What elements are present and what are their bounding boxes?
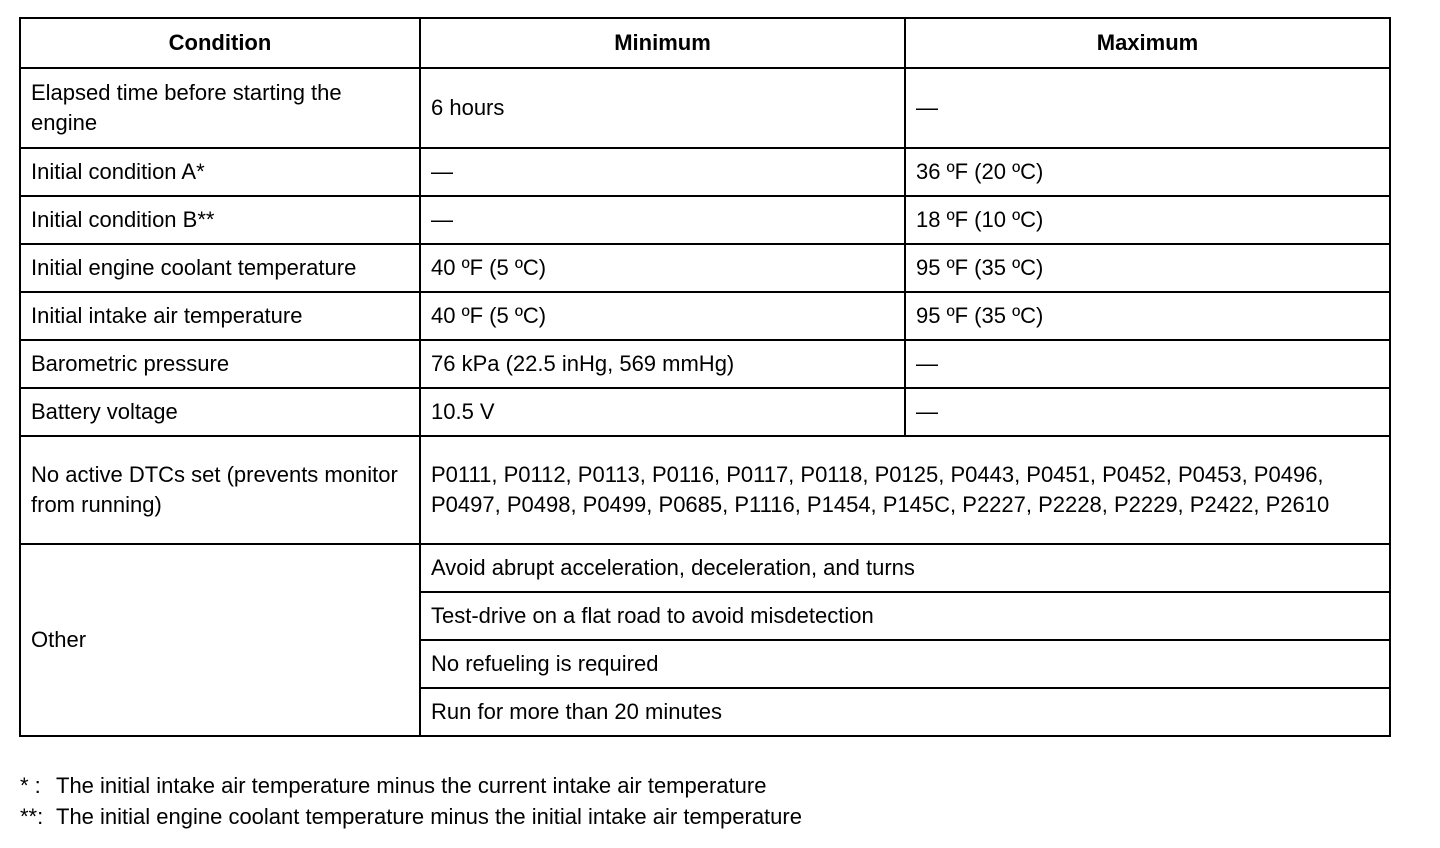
condition-cell: Battery voltage: [20, 388, 420, 436]
table-row: [20, 244, 1390, 292]
maximum-cell: 18 ºF (10 ºC): [905, 196, 1390, 244]
other-condition-cell: Other: [20, 544, 420, 736]
condition-cell: Initial condition B**: [20, 196, 420, 244]
minimum-cell: 10.5 V: [420, 388, 905, 436]
footnote-a: [20, 770, 802, 801]
minimum-cell: 40 ºF (5 ºC): [420, 292, 905, 340]
other-item-cell: Test-drive on a flat road to avoid misdetection: [420, 592, 1390, 640]
table-row: [20, 292, 1390, 340]
maximum-cell: —: [905, 68, 1390, 148]
table-row: [20, 388, 1390, 436]
table-row: [20, 196, 1390, 244]
table-row: [20, 148, 1390, 196]
header-condition: Condition: [20, 18, 420, 68]
footnote-b: [20, 801, 802, 832]
maximum-cell: 95 ºF (35 ºC): [905, 292, 1390, 340]
footnote-text: The initial intake air temperature minus the current intake air temperature: [56, 773, 767, 798]
other-row: [20, 544, 1390, 592]
footnote-mark: * :: [20, 773, 41, 798]
dtc-condition-cell: No active DTCs set (prevents monitor from running): [20, 436, 420, 544]
condition-cell: Barometric pressure: [20, 340, 420, 388]
header-maximum: Maximum: [905, 18, 1390, 68]
minimum-cell: 76 kPa (22.5 inHg, 569 mmHg): [420, 340, 905, 388]
table-row: [20, 340, 1390, 388]
minimum-cell: 6 hours: [420, 68, 905, 148]
condition-cell: Elapsed time before starting the engine: [20, 68, 420, 148]
dtc-row: [20, 436, 1390, 544]
maximum-cell: 36 ºF (20 ºC): [905, 148, 1390, 196]
conditions-table: [19, 17, 1391, 737]
footnote-text: The initial engine coolant temperature minus the initial intake air temperature: [56, 804, 802, 829]
maximum-cell: —: [905, 388, 1390, 436]
maximum-cell: —: [905, 340, 1390, 388]
maximum-cell: 95 ºF (35 ºC): [905, 244, 1390, 292]
dtc-codes-cell: P0111, P0112, P0113, P0116, P0117, P0118, P0125, P0443, P0451, P0452, P0453, P0496, P0497, P0498, P0499, P0685, P1116, P1454, P145C, P2227, P2228, P2229, P2422, P2610: [420, 436, 1390, 544]
minimum-cell: 40 ºF (5 ºC): [420, 244, 905, 292]
condition-cell: Initial engine coolant temperature: [20, 244, 420, 292]
other-item-cell: No refueling is required: [420, 640, 1390, 688]
other-item-cell: Avoid abrupt acceleration, deceleration, and turns: [420, 544, 1390, 592]
table-header-row: [20, 18, 1390, 68]
header-minimum: Minimum: [420, 18, 905, 68]
footnote-mark: **:: [20, 804, 44, 829]
condition-cell: Initial intake air temperature: [20, 292, 420, 340]
minimum-cell: —: [420, 196, 905, 244]
footnotes: [20, 770, 802, 832]
other-item-cell: Run for more than 20 minutes: [420, 688, 1390, 736]
condition-cell: Initial condition A*: [20, 148, 420, 196]
minimum-cell: —: [420, 148, 905, 196]
table-row: [20, 68, 1390, 148]
